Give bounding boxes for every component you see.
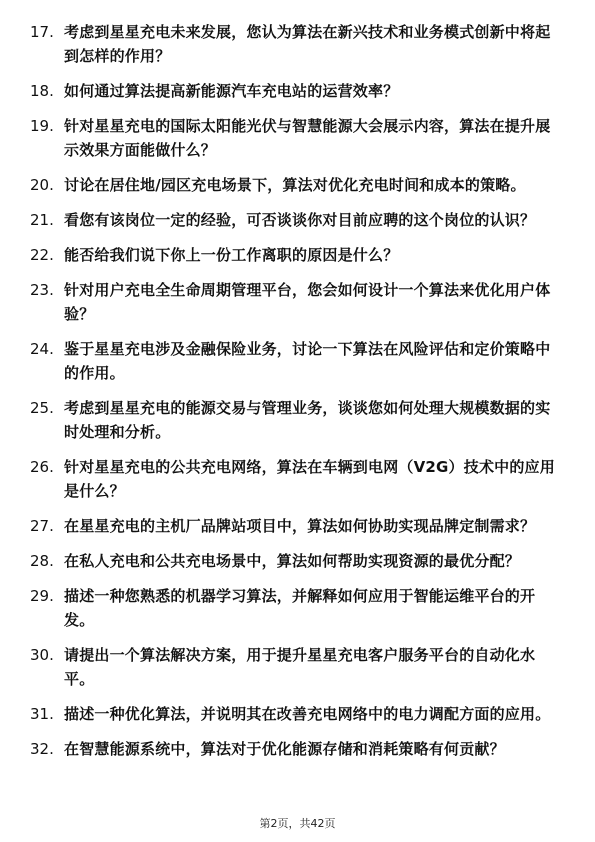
list-item <box>30 396 565 444</box>
question-text: 在智慧能源系统中，算法对于优化能源存储和消耗策略有何贡献？ <box>64 740 505 758</box>
list-item <box>30 514 565 538</box>
question-number: 21. <box>30 211 54 229</box>
list-item <box>30 20 565 68</box>
question-text: 描述一种您熟悉的机器学习算法，并解释如何应用于智能运维平台的开发。 <box>64 587 536 629</box>
question-number: 23. <box>30 281 54 299</box>
question-text: 考虑到星星充电的能源交易与管理业务，谈谈您如何处理大规模数据的实时处理和分析。 <box>64 399 551 441</box>
question-number: 30. <box>30 646 54 664</box>
question-number: 19. <box>30 117 54 135</box>
question-number: 20. <box>30 176 54 194</box>
question-number: 32. <box>30 740 54 758</box>
question-text: 描述一种优化算法，并说明其在改善充电网络中的电力调配方面的应用。 <box>64 705 551 723</box>
question-number: 27. <box>30 517 54 535</box>
question-number: 28. <box>30 552 54 570</box>
question-number: 31. <box>30 705 54 723</box>
page-footer <box>0 815 595 831</box>
question-text: 能否给我们说下你上一份工作离职的原因是什么？ <box>64 246 399 264</box>
question-text: 如何通过算法提高新能源汽车充电站的运营效率？ <box>64 82 399 100</box>
list-item <box>30 455 565 503</box>
question-text: 针对用户充电全生命周期管理平台，您会如何设计一个算法来优化用户体验？ <box>64 281 551 323</box>
list-item <box>30 584 565 632</box>
question-number: 18. <box>30 82 54 100</box>
list-item <box>30 278 565 326</box>
list-item <box>30 173 565 197</box>
question-text: 在星星充电的主机厂品牌站项目中，算法如何协助实现品牌定制需求？ <box>64 517 536 535</box>
list-item <box>30 643 565 691</box>
question-text: 针对星星充电的国际太阳能光伏与智慧能源大会展示内容，算法在提升展示效果方面能做什么？ <box>64 117 551 159</box>
question-number: 25. <box>30 399 54 417</box>
list-item <box>30 702 565 726</box>
question-number: 24. <box>30 340 54 358</box>
question-text: 看您有该岗位一定的经验，可否谈谈你对目前应聘的这个岗位的认识？ <box>64 211 536 229</box>
list-item <box>30 79 565 103</box>
question-number: 22. <box>30 246 54 264</box>
list-item <box>30 337 565 385</box>
question-text: 考虑到星星充电未来发展，您认为算法在新兴技术和业务模式创新中将起到怎样的作用？ <box>64 23 551 65</box>
list-item <box>30 114 565 162</box>
question-text: 在私人充电和公共充电场景中，算法如何帮助实现资源的最优分配？ <box>64 552 521 570</box>
list-item <box>30 243 565 267</box>
question-number: 17. <box>30 23 54 41</box>
question-text: 鉴于星星充电涉及金融保险业务，讨论一下算法在风险评估和定价策略中的作用。 <box>64 340 551 382</box>
question-text: 请提出一个算法解决方案，用于提升星星充电客户服务平台的自动化水平。 <box>64 646 536 688</box>
question-text: 针对星星充电的公共充电网络，算法在车辆到电网（V2G）技术中的应用是什么？ <box>64 458 555 500</box>
list-item <box>30 737 565 761</box>
question-number: 29. <box>30 587 54 605</box>
question-number: 26. <box>30 458 54 476</box>
question-text: 讨论在居住地/园区充电场景下，算法对优化充电时间和成本的策略。 <box>64 176 526 194</box>
question-list <box>30 20 565 772</box>
list-item <box>30 549 565 573</box>
list-item <box>30 208 565 232</box>
page-number: 第2页，共42页 <box>259 817 336 830</box>
